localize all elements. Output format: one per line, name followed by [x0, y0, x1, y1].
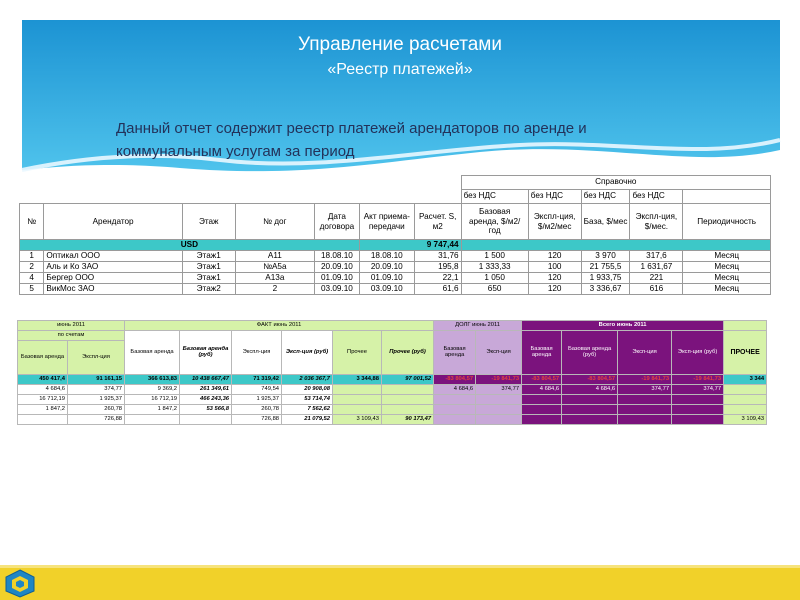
col-act: Акт приема-передачи: [359, 204, 414, 240]
table-row: [18, 395, 767, 405]
col-total-expl: Эксп-ция: [618, 331, 672, 375]
col-floor: Этаж: [182, 204, 235, 240]
payment-cell: [18, 415, 68, 425]
cube-logo-icon: [3, 568, 37, 598]
june-header: июнь 2011: [18, 321, 125, 331]
payment-cell: 20 908,08: [282, 385, 333, 395]
payment-cell: 726,88: [232, 415, 282, 425]
no-vat-label: без НДС: [630, 190, 683, 204]
payments-rows: [18, 375, 767, 425]
payment-cell: 260,78: [232, 405, 282, 415]
cell-floor: Этаж2: [182, 284, 235, 295]
payment-cell: 16 712,19: [18, 395, 68, 405]
payment-cell: [476, 415, 522, 425]
col-acc-base: Базовая аренда: [18, 341, 68, 375]
cell-floor: Этаж1: [182, 273, 235, 284]
cell-base: 650: [461, 284, 528, 295]
column-header-row: [20, 204, 771, 240]
payment-cell: 4 684,6: [522, 385, 562, 395]
payment-cell: 1 847,2: [125, 405, 180, 415]
cell-base: 1 500: [461, 251, 528, 262]
cell-expl: 120: [528, 284, 581, 295]
cell-base_m: 3 970: [581, 251, 630, 262]
total-header: Всего июнь 2011: [522, 321, 724, 331]
payment-cell: 3 344: [724, 375, 767, 385]
payment-cell: [180, 415, 232, 425]
payment-cell: 261 349,61: [180, 385, 232, 395]
cell-date: 01.09.10: [315, 273, 360, 284]
payment-cell: [672, 395, 724, 405]
cell-contract: А11: [235, 251, 314, 262]
payment-cell: [724, 385, 767, 395]
payment-cell: 71 319,42: [232, 375, 282, 385]
cell-base_m: 1 933,75: [581, 273, 630, 284]
col-base-rent: Базовая аренда, $/м2/год: [461, 204, 528, 240]
payment-cell: [562, 415, 618, 425]
cell-base_m: 3 336,67: [581, 284, 630, 295]
usd-row: [20, 240, 771, 251]
table-row: [18, 415, 767, 425]
registry-rows: [20, 251, 771, 295]
cell-expl: 100: [528, 262, 581, 273]
cell-act: 18.08.10: [359, 251, 414, 262]
cell-area: 31,76: [414, 251, 461, 262]
cell-floor: Этаж1: [182, 262, 235, 273]
payment-cell: 10 438 667,47: [180, 375, 232, 385]
cell-tenant: Бергер ООО: [44, 273, 182, 284]
no-vat-label: без НДС: [528, 190, 581, 204]
payment-cell: 21 079,52: [282, 415, 333, 425]
payment-cell: [672, 415, 724, 425]
table-row: [18, 385, 767, 395]
col-fact-expl-rub: Эксп-ция (руб): [282, 331, 333, 375]
cell-act: 01.09.10: [359, 273, 414, 284]
payment-cell: -83 804,57: [434, 375, 476, 385]
group-header-row: [18, 321, 767, 331]
payment-cell: [618, 415, 672, 425]
payment-cell: [562, 405, 618, 415]
cell-date: 03.09.10: [315, 284, 360, 295]
payments-june-table: [17, 320, 767, 425]
payment-cell: [724, 405, 767, 415]
col-contract: № дог: [235, 204, 314, 240]
payment-cell: [125, 415, 180, 425]
payment-cell: [618, 395, 672, 405]
total-row: [18, 375, 767, 385]
payment-cell: 4 684,6: [434, 385, 476, 395]
col-contract-date: Дата договора: [315, 204, 360, 240]
payment-cell: [476, 405, 522, 415]
col-expl-month: Экспл-ция, $/мес.: [630, 204, 683, 240]
payment-cell: 91 161,15: [68, 375, 125, 385]
payment-cell: 749,54: [232, 385, 282, 395]
debt-header: ДОЛГ июнь 2011: [434, 321, 522, 331]
slide-subtitle: «Реестр платежей»: [327, 61, 473, 78]
vat-header-row: [20, 190, 771, 204]
col-acc-expl: Экспл-ция: [68, 341, 125, 375]
payment-cell: [434, 415, 476, 425]
payments-registry-table: [19, 175, 771, 295]
cell-area: 22,1: [414, 273, 461, 284]
col-debt-base: Базовая аренда: [434, 331, 476, 375]
payment-cell: -19 841,73: [476, 375, 522, 385]
cell-num: 4: [20, 273, 44, 284]
col-total-other: ПРОЧЕЕ: [724, 331, 767, 375]
col-debt-expl: Эксп-ция: [476, 331, 522, 375]
cell-expl: 120: [528, 251, 581, 262]
cell-expl_m: 221: [630, 273, 683, 284]
cell-base: 1 333,33: [461, 262, 528, 273]
payment-cell: [562, 395, 618, 405]
payment-cell: 4 684,6: [18, 385, 68, 395]
cell-period: Месяц: [683, 273, 771, 284]
cell-num: 1: [20, 251, 44, 262]
payment-cell: [382, 385, 434, 395]
payment-cell: [522, 405, 562, 415]
payment-cell: [618, 405, 672, 415]
payment-cell: [333, 405, 382, 415]
by-accounts-header: по счетам: [18, 331, 125, 341]
payment-cell: [434, 395, 476, 405]
payment-cell: 90 173,47: [382, 415, 434, 425]
payment-cell: 3 109,43: [333, 415, 382, 425]
payment-cell: [333, 395, 382, 405]
payment-cell: 726,88: [68, 415, 125, 425]
cell-period: Месяц: [683, 251, 771, 262]
table-row: [20, 273, 771, 284]
col-total-base: Базовая аренда: [522, 331, 562, 375]
payment-cell: [382, 395, 434, 405]
ref-header: Справочно: [461, 176, 770, 190]
cell-base_m: 21 755,5: [581, 262, 630, 273]
payment-cell: 3 109,43: [724, 415, 767, 425]
cell-num: 2: [20, 262, 44, 273]
payment-cell: -19 841,73: [618, 375, 672, 385]
payment-cell: [522, 395, 562, 405]
payment-cell: 374,77: [476, 385, 522, 395]
payment-cell: 2 036 367,7: [282, 375, 333, 385]
payment-cell: [724, 395, 767, 405]
payment-cell: -19 841,73: [672, 375, 724, 385]
payment-cell: 16 712,19: [125, 395, 180, 405]
col-period: Периодичность: [683, 204, 771, 240]
cell-expl_m: 1 631,67: [630, 262, 683, 273]
usd-total: 9 747,44: [359, 240, 461, 251]
payment-cell: -83 804,57: [522, 375, 562, 385]
col-fact-expl: Экспл-ция: [232, 331, 282, 375]
cell-date: 18.08.10: [315, 251, 360, 262]
payment-cell: [434, 405, 476, 415]
payment-cell: [522, 415, 562, 425]
payment-cell: 466 243,36: [180, 395, 232, 405]
cell-contract: А13а: [235, 273, 314, 284]
usd-label: USD: [20, 240, 360, 251]
col-expl: Экспл-ция, $/м2/мес: [528, 204, 581, 240]
cell-expl_m: 616: [630, 284, 683, 295]
table-row: [20, 262, 771, 273]
payment-cell: 53 566,8: [180, 405, 232, 415]
cell-contract: №А5а: [235, 262, 314, 273]
cell-base: 1 050: [461, 273, 528, 284]
cell-period: Месяц: [683, 284, 771, 295]
cell-expl_m: 317,6: [630, 251, 683, 262]
fact-header: ФАКТ июнь 2011: [125, 321, 434, 331]
payment-cell: 7 562,62: [282, 405, 333, 415]
payment-cell: [333, 385, 382, 395]
col-total-expl-rub: Эксп-ция (руб): [672, 331, 724, 375]
cell-expl: 120: [528, 273, 581, 284]
payment-cell: 9 369,2: [125, 385, 180, 395]
col-other-rub: Прочее (руб): [382, 331, 434, 375]
payment-cell: -83 804,57: [562, 375, 618, 385]
cell-tenant: ВикМос ЗАО: [44, 284, 182, 295]
col-tenant: Арендатор: [44, 204, 182, 240]
payment-cell: 4 684,6: [562, 385, 618, 395]
cell-date: 20.09.10: [315, 262, 360, 273]
col-base-month: База, $/мес: [581, 204, 630, 240]
col-fact-base: Базовая аренда: [125, 331, 180, 375]
payment-cell: 1 925,37: [68, 395, 125, 405]
payment-cell: 374,77: [68, 385, 125, 395]
col-total-base-rub: Базовая аренда (руб): [562, 331, 618, 375]
cell-contract: 2: [235, 284, 314, 295]
payment-cell: 97 001,52: [382, 375, 434, 385]
no-vat-label: без НДС: [461, 190, 528, 204]
table-row: [18, 405, 767, 415]
cell-act: 20.09.10: [359, 262, 414, 273]
cell-tenant: Оптикал ООО: [44, 251, 182, 262]
payment-cell: 366 613,83: [125, 375, 180, 385]
payment-cell: 374,77: [672, 385, 724, 395]
ref-header-row: [20, 176, 771, 190]
table-row: [20, 284, 771, 295]
no-vat-label: без НДС: [581, 190, 630, 204]
slide-description: Данный отчет содержит реестр платежей арендаторов по аренде и коммунальным услугам за период: [116, 120, 587, 160]
col-area: Расчет. S, м2: [414, 204, 461, 240]
payment-cell: [382, 405, 434, 415]
cell-area: 195,8: [414, 262, 461, 273]
col-num: №: [20, 204, 44, 240]
payment-cell: 3 344,88: [333, 375, 382, 385]
payment-cell: 1 847,2: [18, 405, 68, 415]
cell-period: Месяц: [683, 262, 771, 273]
slide-title: Управление расчетами: [298, 34, 502, 55]
cell-area: 61,6: [414, 284, 461, 295]
payment-cell: [476, 395, 522, 405]
payment-cell: [672, 405, 724, 415]
cell-floor: Этаж1: [182, 251, 235, 262]
col-fact-base-rub: Базовая аренда (руб): [180, 331, 232, 375]
payment-cell: 450 417,4: [18, 375, 68, 385]
payment-cell: 53 714,74: [282, 395, 333, 405]
subgroup-header-row: [18, 331, 767, 341]
cell-act: 03.09.10: [359, 284, 414, 295]
table-row: [20, 251, 771, 262]
payment-cell: 374,77: [618, 385, 672, 395]
payment-cell: 1 925,37: [232, 395, 282, 405]
payment-cell: 260,78: [68, 405, 125, 415]
cell-num: 5: [20, 284, 44, 295]
cell-tenant: Аль и Ко ЗАО: [44, 262, 182, 273]
col-other: Прочее: [333, 331, 382, 375]
